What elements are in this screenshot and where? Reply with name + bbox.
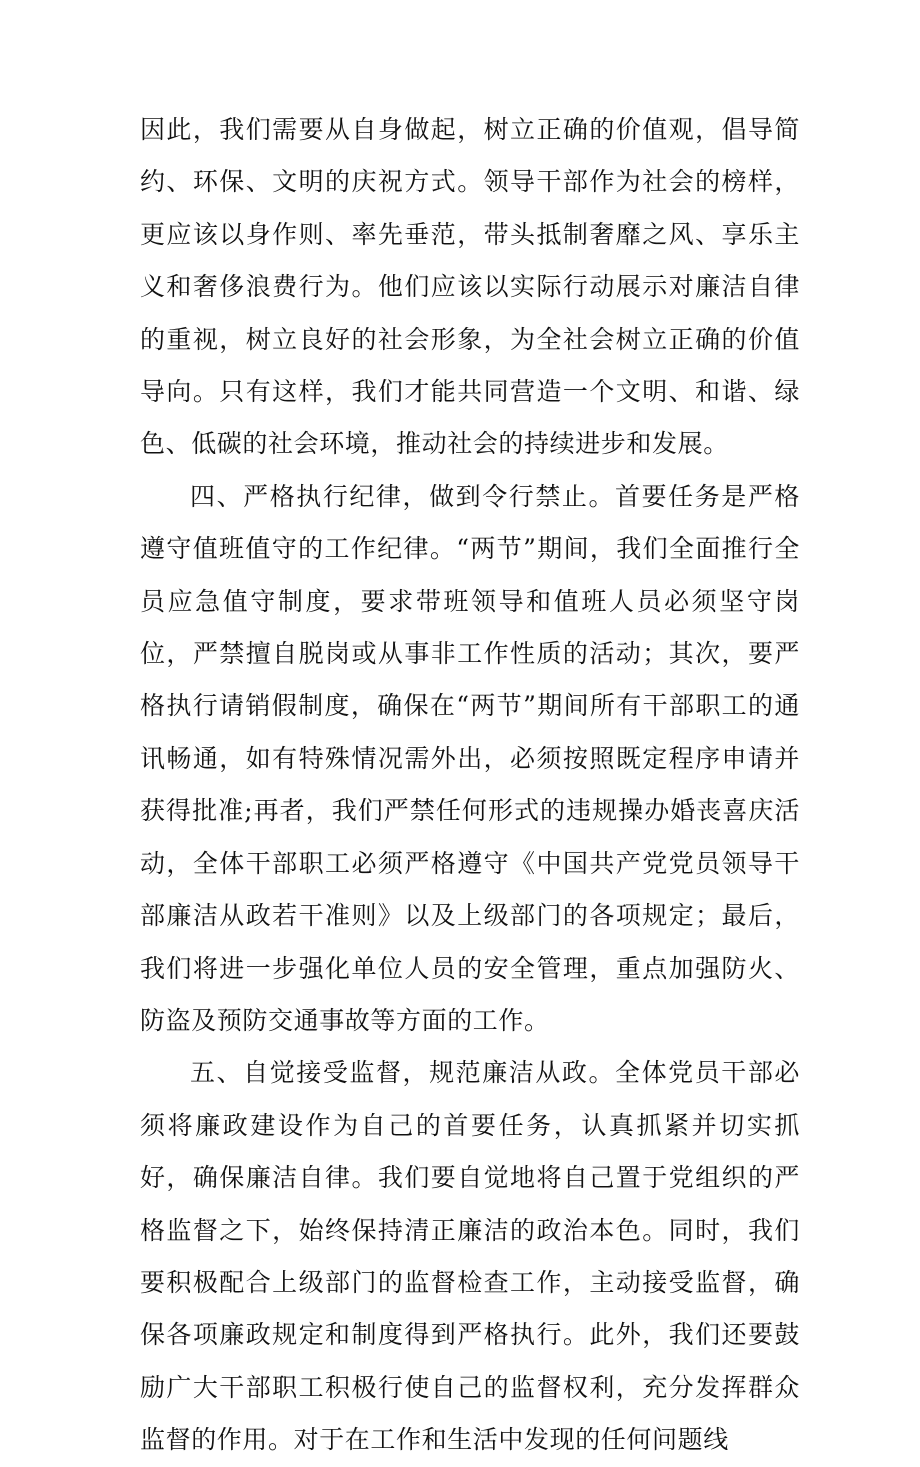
paragraph-celebration-style: 因此，我们需要从自身做起，树立正确的价值观，倡导简约、环保、文明的庆祝方式。领导干部作为社会的榜样，更应该以身作则、率先垂范，带头抵制奢靡之风、享乐主义和奢侈浪费行为。他们应该以实际行动展示对廉洁自律的重视，树立良好的社会形象，为全社会树立正确的价值导向。只有这样，我们才能共同营造一个文明、和谐、绿色、低碳的社会环境，推动社会的持续进步和发展。: [140, 115, 800, 459]
paragraph-section-four-discipline: 四、严格执行纪律，做到令行禁止。首要任务是严格遵守值班值守的工作纪律。“两节”期间，我们全面推行全员应急值守制度，要求带班领导和值班人员必须坚守岗位，严禁擅自脱岗或从事非工作性质的活动；其次，要严格执行请销假制度，确保在“两节”期间所有干部职工的通讯畅通，如有特殊情况需外出，必须按照既定程序申请并获得批准;再者，我们严禁任何形式的违规操办婚丧喜庆活动，全体干部职工必须严格遵守《中国共产党党员领导干部廉洁从政若干准则》以及上级部门的各项规定；最后，我们将进一步强化单位人员的安全管理，重点加强防火、防盗及预防交通事故等方面的工作。: [140, 481, 800, 1035]
paragraph-section-five-supervision: 五、自觉接受监督，规范廉洁从政。全体党员干部必须将廉政建设作为自己的首要任务，认真抓紧并切实抓好，确保廉洁自律。我们要自觉地将自己置于党组织的严格监督之下，始终保持清正廉洁的政治本色。同时，我们要积极配合上级部门的监督检查工作，主动接受监督，确保各项廉政规定和制度得到严格执行。此外，我们还要鼓励广大干部职工积极行使自己的监督权利，充分发挥群众监督的作用。对于在工作和生活中发现的任何问题线: [140, 1058, 800, 1455]
document-body: [140, 104, 800, 1467]
